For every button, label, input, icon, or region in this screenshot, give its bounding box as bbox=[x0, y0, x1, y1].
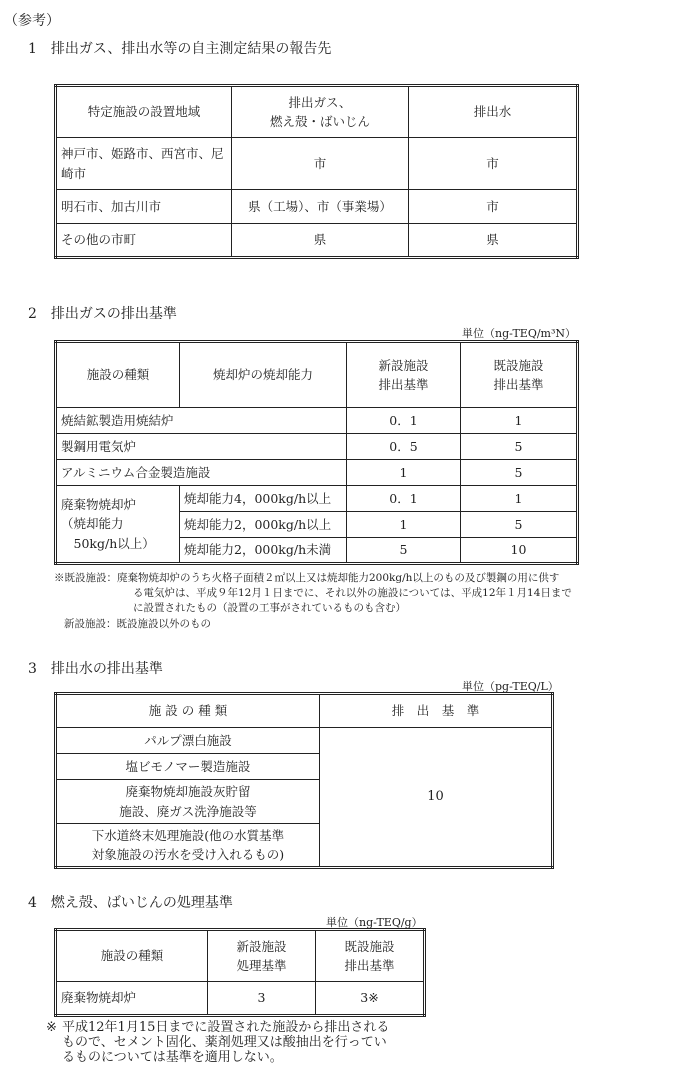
header-old: 既設施設 排出基準 bbox=[461, 342, 578, 408]
water-cell: 市 bbox=[409, 138, 578, 190]
header-type: 施 設 の 種 類 bbox=[56, 694, 320, 728]
new-value: 1 bbox=[347, 460, 461, 486]
water-emission-standard-table bbox=[54, 692, 554, 869]
note-line: 平成12年1月15日までに設置された施設から排出される bbox=[62, 1020, 390, 1035]
note-line: もので、セメント固化、薬剤処理又は酸抽出を行ってい bbox=[62, 1034, 387, 1050]
note-line: る電気炉は、平成９年12月１日までに、それ以外の施設については、平成12年１月14日まで bbox=[133, 587, 572, 600]
capacity-cell: 焼却能力2，000kg/h未満 bbox=[180, 538, 347, 564]
water-cell: 市 bbox=[409, 190, 578, 224]
note-line: るものについては基準を適用しない。 bbox=[62, 1049, 283, 1065]
header-type: 施設の種類 bbox=[56, 342, 180, 408]
capacity-cell: 焼却能力4，000kg/h以上 bbox=[180, 486, 347, 512]
area-cell: 明石市、加古川市 bbox=[56, 190, 232, 224]
new-value: 0．5 bbox=[347, 434, 461, 460]
header-capacity: 焼却炉の焼却能力 bbox=[180, 342, 347, 408]
area-cell: その他の市町 bbox=[56, 224, 232, 258]
capacity-cell: 焼却能力2，000kg/h以上 bbox=[180, 512, 347, 538]
header-area: 特定施設の設置地域 bbox=[56, 86, 232, 138]
old-value: 1 bbox=[461, 408, 578, 434]
section-3-unit: 単位（pg-TEQ/L） bbox=[462, 680, 559, 693]
facility-cell: 焼結鉱製造用焼結炉 bbox=[56, 408, 347, 434]
incinerator-cell: 廃棄物焼却炉 （焼却能力 50kg/h以上） bbox=[56, 486, 180, 564]
reference-label: （参考） bbox=[4, 13, 60, 29]
old-value: 10 bbox=[461, 538, 578, 564]
standard-value: 10 bbox=[320, 728, 553, 868]
section-2-title: 2 排出ガスの排出基準 bbox=[28, 306, 177, 322]
section-4-title: 4 燃え殻、ばいじんの処理基準 bbox=[28, 895, 233, 911]
old-value: 5 bbox=[461, 460, 578, 486]
facility-cell: アルミニウム合金製造施設 bbox=[56, 460, 347, 486]
note-mark: ※ bbox=[46, 1020, 57, 1035]
old-value: 5 bbox=[461, 512, 578, 538]
header-standard: 排 出 基 準 bbox=[320, 694, 553, 728]
section-3-title: 3 排出水の排出基準 bbox=[28, 661, 163, 677]
new-value: 0．1 bbox=[347, 408, 461, 434]
header-new: 新設施設 排出基準 bbox=[347, 342, 461, 408]
facility-cell: 製鋼用電気炉 bbox=[56, 434, 347, 460]
old-value: 5 bbox=[461, 434, 578, 460]
ash-treatment-standard-table bbox=[54, 928, 426, 1017]
gas-emission-standard-table bbox=[54, 340, 579, 565]
section-4-unit: 単位（ng-TEQ/g） bbox=[326, 916, 423, 929]
new-value: 3 bbox=[208, 982, 316, 1016]
old-value: 1 bbox=[461, 486, 578, 512]
header-new: 新設施設 処理基準 bbox=[208, 930, 316, 982]
facility-cell: 廃棄物焼却炉 bbox=[56, 982, 208, 1016]
header-gas-line2: 燃え殻・ばいじん bbox=[269, 114, 370, 129]
header-water: 排出水 bbox=[409, 86, 578, 138]
header-old: 既設施設 排出基準 bbox=[316, 930, 425, 982]
header-gas-line1: 排出ガス、 bbox=[288, 94, 352, 110]
report-destination-table bbox=[54, 84, 579, 259]
facility-cell: 廃棄物焼却施設灰貯留 施設、廃ガス洗浄施設等 bbox=[56, 780, 320, 824]
section-2-unit: 単位（ng-TEQ/m³N） bbox=[462, 327, 577, 340]
facility-cell: 下水道終末処理施設(他の水質基準 対象施設の汚水を受け入れるもの) bbox=[56, 824, 320, 868]
gas-cell: 市 bbox=[232, 138, 409, 190]
facility-cell: パルプ漂白施設 bbox=[56, 728, 320, 754]
header-gas bbox=[232, 86, 409, 138]
water-cell: 県 bbox=[409, 224, 578, 258]
area-cell: 神戸市、姫路市、西宮市、尼崎市 bbox=[56, 138, 232, 190]
header-type: 施設の種類 bbox=[56, 930, 208, 982]
new-value: 5 bbox=[347, 538, 461, 564]
ash-note bbox=[46, 1021, 446, 1066]
section-1-title: 1 排出ガス、排出水等の自主測定結果の報告先 bbox=[28, 41, 332, 57]
gas-cell: 県（工場）、市（事業場） bbox=[232, 190, 409, 224]
note-line: 新設施設：既設施設以外のもの bbox=[64, 617, 211, 630]
note-line: ※既設施設：廃棄物焼却炉のうち火格子面積２㎡以上又は焼却能力200kg/h以上のもの及び製鋼の用に供す bbox=[54, 572, 560, 584]
new-value: 1 bbox=[347, 512, 461, 538]
existing-facility-note bbox=[54, 571, 574, 632]
gas-cell: 県 bbox=[232, 224, 409, 258]
new-value: 0．1 bbox=[347, 486, 461, 512]
note-line: に設置されたもの（設置の工事がされているものも含む） bbox=[133, 602, 406, 615]
old-value: 3※ bbox=[316, 982, 425, 1016]
facility-cell: 塩ビモノマー製造施設 bbox=[56, 754, 320, 780]
